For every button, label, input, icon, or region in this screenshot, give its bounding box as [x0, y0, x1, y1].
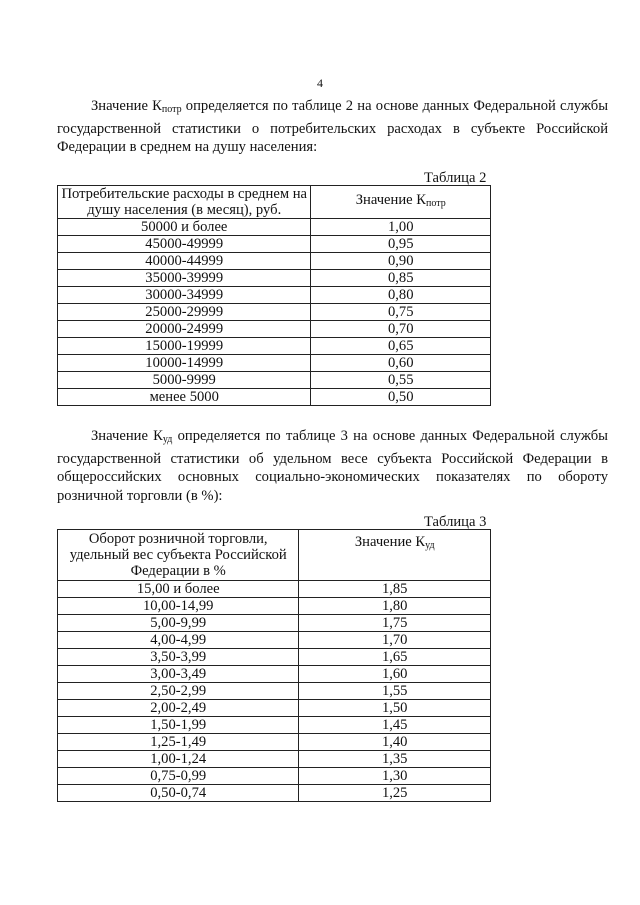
table3-header-value-text: Значение К — [354, 534, 426, 550]
range-cell: 1,50-1,99 — [58, 717, 299, 734]
table-row — [58, 581, 491, 598]
table-row — [58, 785, 491, 802]
range-cell: 5,00-9,99 — [58, 615, 299, 632]
value-cell: 1,80 — [299, 598, 491, 615]
table-row — [58, 598, 491, 615]
value-cell: 0,75 — [311, 304, 491, 321]
value-cell: 1,40 — [299, 734, 491, 751]
table-row — [58, 768, 491, 785]
value-cell: 1,30 — [299, 768, 491, 785]
table2-caption: Таблица 2 — [424, 170, 487, 186]
table-row — [58, 683, 491, 700]
range-cell: менее 5000 — [58, 389, 311, 406]
paragraph-k-potr — [57, 97, 608, 157]
table2-header-expenses: Потребительские расходы в среднем на душу населения (в месяц), руб. — [58, 186, 311, 219]
table-row — [58, 321, 491, 338]
range-cell: 5000-9999 — [58, 372, 311, 389]
table-row — [58, 236, 491, 253]
paragraph-k-ud — [57, 427, 608, 505]
table-row — [58, 372, 491, 389]
value-cell: 0,70 — [311, 321, 491, 338]
table2-header-value — [311, 186, 491, 219]
range-cell: 35000-39999 — [58, 270, 311, 287]
value-cell: 0,80 — [311, 287, 491, 304]
table3-header-turnover: Оборот розничной торговли, удельный вес субъекта Российской Федерации в % — [58, 530, 299, 581]
table-row — [58, 615, 491, 632]
value-cell: 0,65 — [311, 338, 491, 355]
table-row — [58, 632, 491, 649]
value-cell: 1,35 — [299, 751, 491, 768]
table-row — [58, 355, 491, 372]
table-row — [58, 389, 491, 406]
table2-header-value-text: Значение К — [355, 192, 427, 208]
range-cell: 1,00-1,24 — [58, 751, 299, 768]
value-cell: 1,45 — [299, 717, 491, 734]
table-row — [58, 717, 491, 734]
para2-subscript: уд — [162, 434, 173, 445]
para1-subscript: потр — [161, 104, 182, 115]
value-cell: 0,50 — [311, 389, 491, 406]
table-row — [58, 253, 491, 270]
table-row — [58, 219, 491, 236]
table-row — [58, 304, 491, 321]
range-cell: 15000-19999 — [58, 338, 311, 355]
value-cell: 1,55 — [299, 683, 491, 700]
value-cell: 0,85 — [311, 270, 491, 287]
table-row — [58, 751, 491, 768]
value-cell: 0,55 — [311, 372, 491, 389]
table-row — [58, 700, 491, 717]
value-cell: 1,25 — [299, 785, 491, 802]
table2-header-row — [58, 186, 491, 219]
range-cell: 3,50-3,99 — [58, 649, 299, 666]
table3-body — [58, 581, 491, 802]
range-cell: 20000-24999 — [58, 321, 311, 338]
para2-text-before: Значение К — [91, 428, 163, 444]
value-cell: 1,85 — [299, 581, 491, 598]
range-cell: 30000-34999 — [58, 287, 311, 304]
table3-header-value — [299, 530, 491, 581]
range-cell: 4,00-4,99 — [58, 632, 299, 649]
table-row — [58, 666, 491, 683]
table-row — [58, 287, 491, 304]
range-cell: 3,00-3,49 — [58, 666, 299, 683]
range-cell: 0,50-0,74 — [58, 785, 299, 802]
para2-text-after: определяется по таблице 3 на основе данных Федеральной службы государственной статистики об удельном весе субъекта Российской Федерации в общероссийских основных социально-экономических показателях по обороту розничной торговли (в %): — [57, 428, 608, 504]
para1-text-after: определяется по таблице 2 на основе данных Федеральной службы государственной статистики о потребительских расходах в субъекте Российской Федерации в среднем на душу населения: — [57, 98, 608, 155]
range-cell: 2,00-2,49 — [58, 700, 299, 717]
range-cell: 50000 и более — [58, 219, 311, 236]
value-cell: 0,60 — [311, 355, 491, 372]
para1-text-before: Значение К — [91, 98, 162, 114]
table-row — [58, 734, 491, 751]
page-number: 4 — [317, 76, 323, 90]
table3-header-value-sub: уд — [425, 540, 435, 551]
value-cell: 1,60 — [299, 666, 491, 683]
table3-header-row — [58, 530, 491, 581]
range-cell: 10,00-14,99 — [58, 598, 299, 615]
range-cell: 15,00 и более — [58, 581, 299, 598]
value-cell: 1,50 — [299, 700, 491, 717]
value-cell: 1,70 — [299, 632, 491, 649]
range-cell: 1,25-1,49 — [58, 734, 299, 751]
table-row — [58, 649, 491, 666]
range-cell: 2,50-2,99 — [58, 683, 299, 700]
table3-caption: Таблица 3 — [424, 514, 487, 530]
value-cell: 0,95 — [311, 236, 491, 253]
table2-header-value-sub: потр — [426, 198, 446, 209]
table-3 — [57, 529, 491, 802]
range-cell: 45000-49999 — [58, 236, 311, 253]
value-cell: 1,65 — [299, 649, 491, 666]
table2-body — [58, 219, 491, 406]
range-cell: 25000-29999 — [58, 304, 311, 321]
table-2 — [57, 185, 491, 406]
range-cell: 0,75-0,99 — [58, 768, 299, 785]
table-row — [58, 270, 491, 287]
range-cell: 10000-14999 — [58, 355, 311, 372]
value-cell: 1,75 — [299, 615, 491, 632]
value-cell: 1,00 — [311, 219, 491, 236]
table-row — [58, 338, 491, 355]
range-cell: 40000-44999 — [58, 253, 311, 270]
value-cell: 0,90 — [311, 253, 491, 270]
